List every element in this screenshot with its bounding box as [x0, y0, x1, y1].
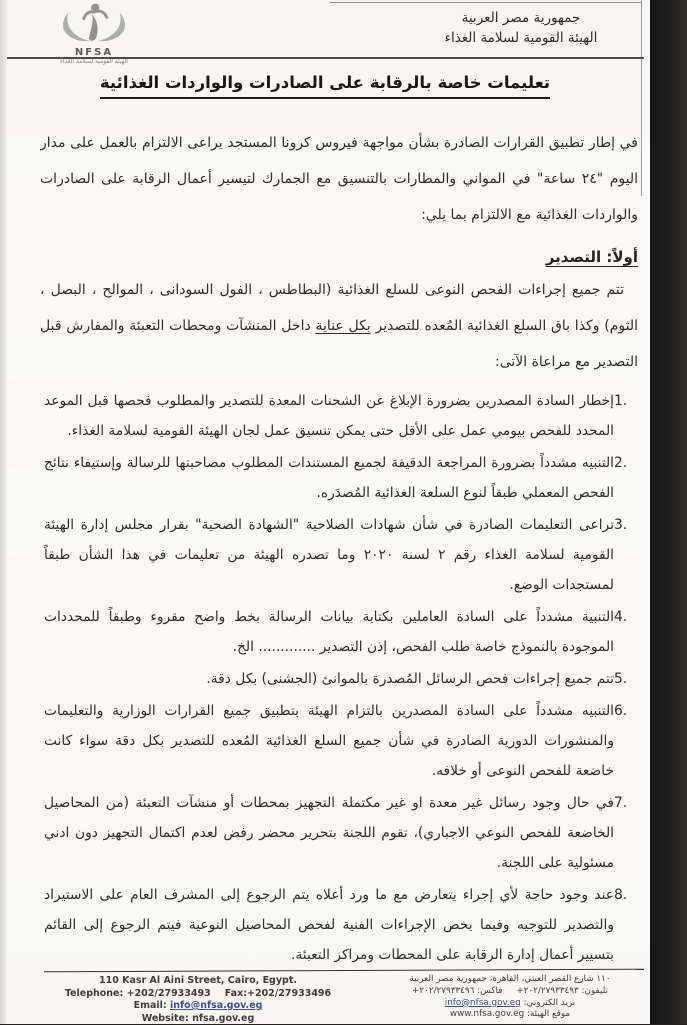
- footer-ar-email-link: info@nfsa.gov.eg: [445, 998, 521, 1008]
- footer-en-phone-fax: [48, 988, 348, 1001]
- org-country-line: جمهورية مصر العربية: [406, 8, 636, 28]
- footer-en-email-label: Email:: [134, 1000, 167, 1011]
- section-paragraph-underlined: بكل عناية: [315, 318, 370, 334]
- footer-en-website-value: nfsa.gov.eg: [192, 1013, 254, 1024]
- nfsa-hands-person-icon: [55, 2, 133, 48]
- list-item-text: التنبيه مشدداً بضرورة المراجعة الدقيقة لجميع المستندات المطلوب مصاحبتها للرسالة وإستيفاء نتائج الفحص المعملي طبقاً لنوع السلعة الغذائية المُصدَره.: [40, 448, 614, 508]
- list-item-text: عند وجود حاجة لأي إجراء يتعارض مع ما ورد أعلاه يتم الرجوع إلى المشرف العام على الاستيراد والتصدير للتوجيه وفيما يخص الإجراءات الفنية لفحص المحاصيل النوعية فيتم الرجوع إلى القائم بتسيير أعمال إدارة الرقابة على المحطات ومراكز التعبئة.: [40, 880, 614, 964]
- list-item-number: 5.: [614, 664, 638, 694]
- list-item: [40, 448, 638, 508]
- list-item-number: 4.: [614, 602, 638, 662]
- list-item-text: تتم جميع إجراءات فحص الرسائل المُصدرة بالموانئ (الجشنى) بكل دقة.: [40, 664, 614, 694]
- list-item-number: 2.: [614, 448, 638, 508]
- footer-en-website-label: Website:: [142, 1013, 189, 1024]
- list-item-number: 8.: [614, 880, 638, 964]
- footer-contact-english: [48, 975, 348, 1025]
- footer-ar-address: ١١٠ شارع القصر العيني، القاهرة، جمهورية مصر العربية: [376, 974, 644, 986]
- organization-header: [406, 8, 636, 48]
- section-paragraph-part1: تتم جميع إجراءات الفحص النوعى للسلع الغذائية (البطاطس ، الفول السودانى ، الموالح ، البصل ، الثوم) وكذا باق السلع الغذائية المُعده للتصدير: [40, 282, 638, 334]
- footer-ar-website-label: موقع الهيئة:: [527, 1009, 570, 1019]
- logo-caption: الهيئة القومية لسلامة الغذاء: [38, 58, 150, 66]
- page-border-top: [330, 2, 642, 3]
- org-authority-line: الهيئة القومية لسلامة الغذاء: [406, 28, 636, 48]
- list-item: [40, 386, 638, 446]
- list-item-number: 3.: [614, 510, 638, 600]
- footer-ar-email-label: بريد الكتروني:: [524, 998, 576, 1008]
- footer-en-phone: Telephone: +202/27933493: [65, 988, 211, 999]
- list-item-number: 6.: [614, 696, 638, 786]
- footer-ar-phone: تليفون: ٢٠٢/٢٧٩٣٣٤٩٣+: [516, 986, 608, 996]
- list-item: [40, 664, 638, 694]
- list-item-text: التنبيه مشدداً على السادة المصدرين بالتزام الهيئة بتطبيق جميع القرارات الوزارية والتعليمات والمنشورات الدورية الصادرة في شأن جميع السلع الغذائية المُعده للتصدير بكل دقة سواء كانت خاضعة للفحص النوعى أو خلافه.: [40, 696, 614, 786]
- list-item: [40, 696, 638, 786]
- document-title: [0, 73, 650, 99]
- document-title-text: تعليمات خاصة بالرقابة على الصادرات والواردات الغذائية: [100, 73, 550, 99]
- logo-acronym: NFSA: [38, 48, 150, 58]
- section-heading-export: أولاً: التصدير: [40, 248, 638, 266]
- list-item-text: إخطار السادة المصدرين بضرورة الإبلاغ عن الشحنات المعدة للتصدير والمطلوب فحصها قبل الموعد المحدد للفحص بيومي عمل على الأقل حتى يمكن تنسيق عمل لجان الهيئة القومية لسلامة الغذاء.: [40, 386, 614, 446]
- list-item-number: 7.: [614, 788, 638, 878]
- document-body: [40, 121, 638, 964]
- instruction-list: [40, 386, 638, 964]
- footer-en-website-line: [48, 1013, 348, 1025]
- footer-en-email-line: [48, 1000, 348, 1013]
- footer-en-email-link: info@nfsa.gov.eg: [170, 1000, 262, 1011]
- list-item: [40, 880, 638, 964]
- section-paragraph-part2: داخل المنشآت ومحطات التعبئة والمفارش قبل التصدير مع مراعاة الآتى:: [40, 318, 638, 370]
- footer-ar-phone-fax: [376, 986, 644, 998]
- list-item-text: في حال وجود رسائل غير معدة او غير مكتملة التجهيز بمحطات أو منشآت التعبئة (من المحاصيل الخاضعة للفحص النوعي الاجباري)، تقوم اللجنة بتحرير محضر رفض لعدم اكتمال التجهيز دون ادني مسئولية على اللجنة.: [40, 788, 614, 878]
- footer-ar-fax: فاكس: ٢٠٢/٢٧٩٣٣٤٩٦+: [412, 986, 502, 996]
- footer-divider: [44, 969, 644, 973]
- footer-ar-website-value: www.nfsa.gov.eg: [450, 1009, 524, 1019]
- footer-en-address: 110 Kasr Al Aini Street, Cairo, Egypt.: [48, 975, 348, 988]
- list-item-text: التنبية مشدداً على السادة العاملين بكتابة بيانات الرسالة بخط واضح مقروء وطبقاً للمحددات الموجودة بالنموذج خاصة طلب الفحص، إذن التصدير ............. الخ.: [40, 602, 614, 662]
- list-item-number: 1.: [614, 386, 638, 446]
- intro-paragraph: في إطار تطبيق القرارات الصادرة بشأن مواجهة فيروس كرونا المستجد يراعى الالتزام بالعمل على مدار اليوم "٢٤ ساعة" في المواني والمطارات بالتنسيق مع الجمارك لتيسير أعمال الرقابة على الصادرات والواردات الغذائية مع الالتزام بما يلي:: [40, 125, 638, 233]
- scan-left-edge: [0, 0, 7, 1024]
- scan-right-edge: [650, 0, 687, 1024]
- page-footer: [0, 964, 650, 1024]
- list-item: [40, 602, 638, 662]
- footer-ar-website-line: [376, 1009, 644, 1021]
- list-item: [40, 510, 638, 600]
- footer-en-fax: Fax:+202/27933496: [225, 988, 331, 999]
- section-intro-paragraph: [40, 272, 638, 380]
- footer-ar-email-line: [376, 998, 644, 1010]
- list-item-text: تراعى التعليمات الصادرة في شأن شهادات الصلاحية "الشهادة الصحية" بقرار مجلس إدارة الهيئة القومية لسلامة الغذاء رقم ٢ لسنة ٢٠٢٠ وما تصدره الهيئة من تعليمات في هذا الشأن طبقاً لمستجدات الوضع.: [40, 510, 614, 600]
- header-divider: [6, 57, 644, 59]
- footer-contact-arabic: [376, 974, 644, 1021]
- list-item: [40, 788, 638, 878]
